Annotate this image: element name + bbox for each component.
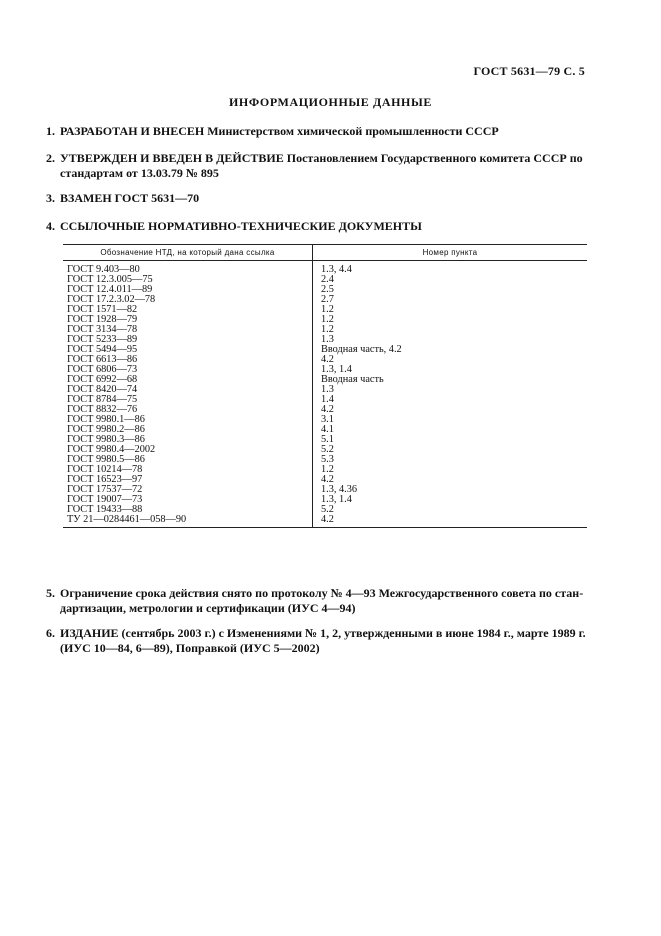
document-designation-cell: ГОСТ 1928—79 [63, 315, 313, 325]
document-designation-cell: ГОСТ 1571—82 [63, 305, 313, 315]
item-lead: ИЗДАНИЕ [60, 626, 119, 640]
item-number: 5. [46, 586, 55, 600]
item-text: (сентябрь 2003 г.) с Изменениями № 1, 2, утвержденными в июне 1984 г., марте 1989 г. [118, 626, 586, 640]
clause-number-cell: 1.4 [321, 394, 334, 405]
item-number: 1. [46, 124, 55, 138]
clause-number-cell: 2.4 [321, 274, 334, 285]
item-text: Ограничение срока действия снято по протоколу № 4—93 Межгосударственного совета по стан- [60, 586, 584, 600]
clause-number-cell: 1.3, 1.4 [321, 494, 352, 505]
clause-number-cell: 5.2 [321, 444, 334, 455]
item-lead: РАЗРАБОТАН И ВНЕСЕН [60, 124, 205, 138]
document-designation-cell: ГОСТ 9980.5—86 [63, 455, 313, 465]
document-designation-cell: ГОСТ 5233—89 [63, 335, 313, 345]
clause-number-cell: 4.2 [313, 515, 588, 528]
clause-number-cell: 4.2 [321, 474, 334, 485]
clause-number-cell: 5.2 [321, 504, 334, 515]
clause-number-cell: Вводная часть [321, 374, 384, 385]
clause-number-cell: 1.2 [321, 304, 334, 315]
column-header-clause: Номер пункта [313, 245, 588, 261]
clause-number-cell: 2.5 [321, 284, 334, 295]
document-designation-cell: ГОСТ 6806—73 [63, 365, 313, 375]
document-designation-cell: ГОСТ 9980.2—86 [63, 425, 313, 435]
info-item-4 [46, 219, 586, 234]
item-text-continued: (ИУС 10—84, 6—89), Поправкой (ИУС 5—2002) [60, 641, 320, 655]
clause-number-cell: 1.3 [321, 334, 334, 345]
document-designation-cell: ГОСТ 19007—73 [63, 495, 313, 505]
clause-number-cell: 5.1 [321, 434, 334, 445]
item-number: 3. [46, 191, 55, 205]
document-designation-cell: ГОСТ 17537—72 [63, 485, 313, 495]
document-designation-cell: ГОСТ 9980.1—86 [63, 415, 313, 425]
document-designation-cell: ГОСТ 9980.3—86 [63, 435, 313, 445]
column-header-document: Обозначение НТД, на который дана ссылка [63, 245, 313, 261]
item-text: Министерством химической промышленности СССР [204, 124, 499, 138]
clause-number-cell: 1.2 [321, 314, 334, 325]
clause-number-cell: 4.2 [321, 354, 334, 365]
document-designation-cell: ТУ 21—0284461—058—90 [63, 515, 313, 528]
document-designation-cell: ГОСТ 8420—74 [63, 385, 313, 395]
clause-number-cell: 1.2 [321, 324, 334, 335]
item-number: 6. [46, 626, 55, 640]
document-designation-cell: ГОСТ 8784—75 [63, 395, 313, 405]
info-item-1 [46, 124, 586, 139]
item-text: Постановлением Государственного комитета СССР по [283, 151, 583, 165]
item-lead: ССЫЛОЧНЫЕ НОРМАТИВНО-ТЕХНИЧЕСКИЕ ДОКУМЕНТЫ [60, 219, 422, 233]
table-row [63, 261, 587, 276]
item-number: 4. [46, 219, 55, 233]
item-text-continued: дартизации, метрологии и сертификации (ИУС 4—94) [60, 601, 356, 615]
clause-number-cell: 1.3, 4.36 [321, 484, 358, 495]
table-header-row [63, 245, 587, 261]
document-designation-cell: ГОСТ 3134—78 [63, 325, 313, 335]
document-designation-cell: ГОСТ 19433—88 [63, 505, 313, 515]
clause-number-cell: 2.7 [321, 294, 334, 305]
document-designation-cell: ГОСТ 16523—97 [63, 475, 313, 485]
table-row [63, 515, 587, 528]
clause-number-cell: 1.3, 4.4 [321, 264, 352, 275]
clause-number-cell: 5.3 [321, 454, 334, 465]
section-title: ИНФОРМАЦИОННЫЕ ДАННЫЕ [229, 95, 432, 109]
document-designation-cell: ГОСТ 6613—86 [63, 355, 313, 365]
page-header-code: ГОСТ 5631—79 С. 5 [473, 64, 585, 78]
document-designation-cell: ГОСТ 8832—76 [63, 405, 313, 415]
info-item-6 [46, 626, 586, 656]
clause-number-cell: 3.1 [321, 414, 334, 425]
table-body [63, 261, 587, 528]
info-item-3 [46, 191, 586, 206]
clause-number-cell: 1.3, 1.4 [321, 364, 352, 375]
item-number: 2. [46, 151, 55, 165]
document-designation-cell: ГОСТ 6992—68 [63, 375, 313, 385]
clause-number-cell: 1.2 [321, 464, 334, 475]
clause-number-cell: 1.3 [321, 384, 334, 395]
clause-number-cell: 4.1 [321, 424, 334, 435]
clause-number-cell: 4.2 [321, 404, 334, 415]
document-designation-cell: ГОСТ 10214—78 [63, 465, 313, 475]
item-text-continued: стандартам от 13.03.79 № 895 [60, 166, 219, 180]
document-designation-cell: ГОСТ 17.2.3.02—78 [63, 295, 313, 305]
document-designation-cell: ГОСТ 9980.4—2002 [63, 445, 313, 455]
item-lead: ВЗАМЕН ГОСТ 5631—70 [60, 191, 200, 205]
document-designation-cell: ГОСТ 9.403—80 [63, 261, 313, 276]
item-lead: УТВЕРЖДЕН И ВВЕДЕН В ДЕЙСТВИЕ [60, 151, 284, 165]
document-designation-cell: ГОСТ 12.3.005—75 [63, 275, 313, 285]
reference-documents-table [63, 244, 587, 528]
info-item-2 [46, 151, 586, 181]
document-designation-cell: ГОСТ 12.4.011—89 [63, 285, 313, 295]
clause-number-cell: Вводная часть, 4.2 [321, 344, 402, 355]
document-designation-cell: ГОСТ 5494—95 [63, 345, 313, 355]
info-item-5 [46, 586, 586, 616]
